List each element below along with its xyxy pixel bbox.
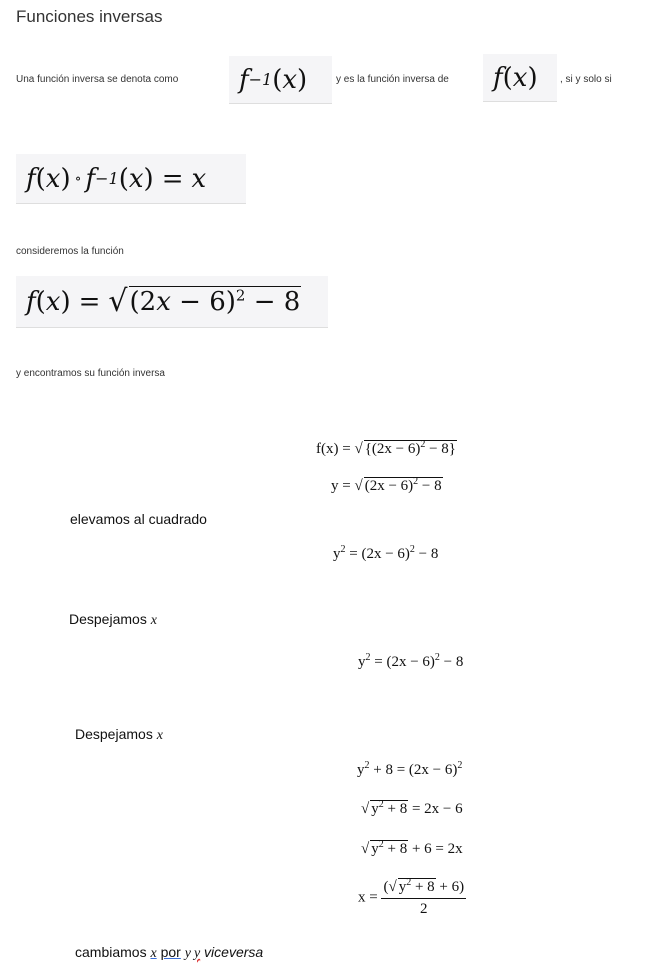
math-function-definition: f ( x ) = √ $(2x - 6)^2 - 8$ xyxy=(16,276,328,328)
intro-text-1: Una función inversa se denota como xyxy=(16,74,179,85)
step-elevamos: elevamos al cuadrado xyxy=(70,511,207,527)
eq-y-squared-plus-8: $y^2 + 8 = (2x - 6)^2$ xyxy=(357,760,463,778)
eq-sqrt-plus-6: √ $y^2 + 8 + 6 = 2x$ xyxy=(361,839,463,857)
considera-text: consideremos la función xyxy=(16,246,124,257)
intro-text-2: y es la función inversa de xyxy=(336,74,449,85)
step-cambiamos: cambiamos x por y y viceversa xyxy=(75,944,264,961)
eq-fx-sqrt: f(x) = √ $\{(2x - 6)^2 - 8\}$ xyxy=(316,439,457,457)
step-despejamos-1: Despejamos x xyxy=(69,611,157,628)
eq-sqrt-eq-2x-minus-6: √ $y^2 + 8 = 2x - 6$ xyxy=(361,799,463,817)
intro-text-3: , si y solo si xyxy=(560,74,612,85)
math-composition: f ( x ) ∘ f −1 ( x ) = x xyxy=(16,154,246,204)
page-title: Funciones inversas xyxy=(16,7,163,26)
eq-x-fraction: x = $\frac{(√ y^2 + 8 + 6)}{2}$ xyxy=(358,877,465,917)
step-despejamos-2: Despejamos x xyxy=(75,726,163,743)
math-f-of-x: f ( x ) xyxy=(483,54,557,102)
eq-y-sqrt: y = √ $(2x - 6)^2 - 8$ xyxy=(331,476,442,494)
math-f-inverse: f −1 ( x ) xyxy=(229,56,332,104)
encontramos-text: y encontramos su función inversa xyxy=(16,368,165,379)
eq-y-squared-1: $y^2 = (2x - 6)^2 - 8$ xyxy=(333,544,439,562)
eq-y-squared-2: $y^2 = (2x - 6)^2 - 8$ xyxy=(358,652,464,670)
